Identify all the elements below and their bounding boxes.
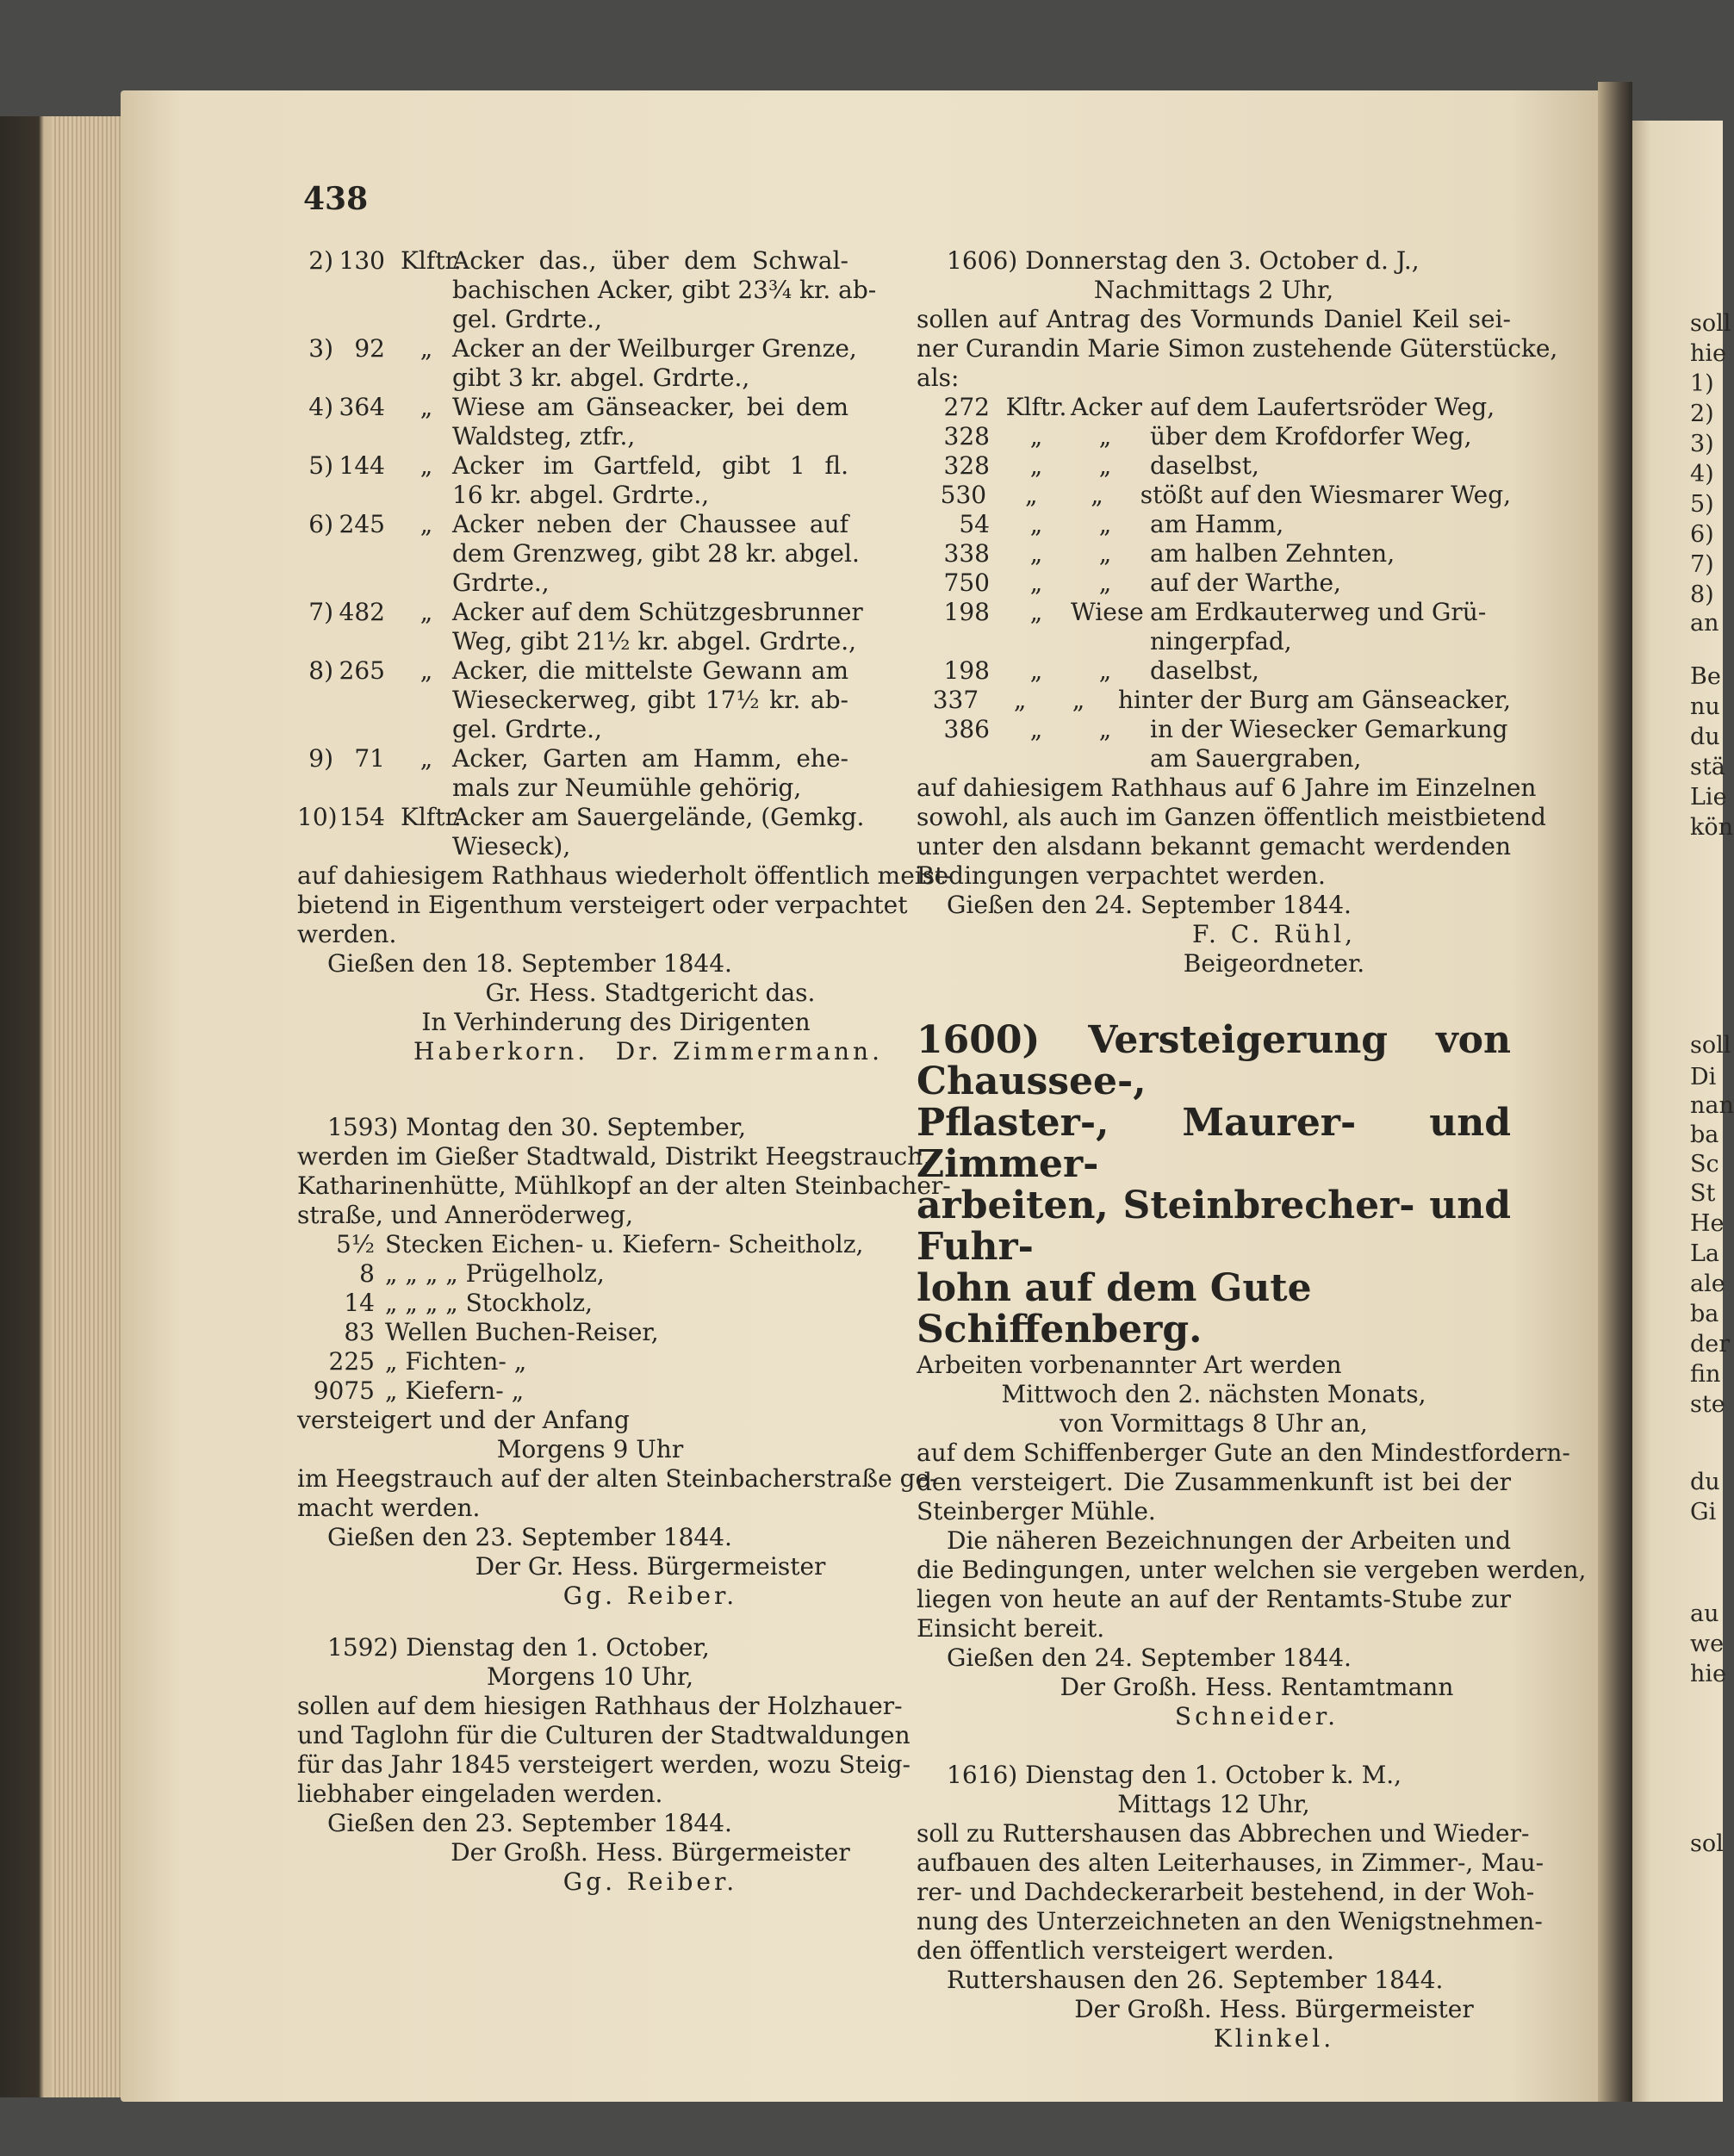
text-line: sollen auf Antrag des Vormunds Daniel Keil sei- [917, 305, 1511, 333]
notice-1616-signature: Der Großh. Hess. Bürgermeister [1074, 1995, 1474, 2023]
text-line: Weg, gibt 21½ kr. abgel. Grdrte., [452, 627, 857, 655]
parcel-size: 245 [339, 510, 385, 538]
next-page-fragment: 3) [1690, 431, 1714, 457]
parcel-description [452, 744, 848, 803]
next-page-fragment: ba [1690, 1301, 1719, 1327]
wood-item [297, 1318, 883, 1347]
text-line: Bedingungen verpachtet werden. [917, 861, 1326, 890]
notice-1600-signature: Der Großh. Hess. Rentamtmann [1060, 1673, 1454, 1701]
parcel-row [917, 686, 1511, 715]
parcel-description [452, 510, 860, 598]
notice-1616-date: Ruttershausen den 26. September 1844. [947, 1966, 1444, 1994]
heading-line: Pflaster-, Maurer- und Zimmer- [917, 1101, 1511, 1186]
text-line: bietend in Eigenthum versteigert oder verpachtet [297, 891, 908, 919]
text-line: Acker an der Weilburger Grenze, [452, 334, 857, 363]
parcel-unit: „ [420, 744, 433, 773]
next-page-fragment: sol [1690, 1830, 1724, 1857]
next-page-fragment: 7) [1690, 551, 1714, 578]
next-page-fragment: ba [1690, 1121, 1719, 1148]
text-line: werden. [297, 920, 397, 948]
parcel-unit: „ [420, 393, 433, 421]
text-line: bachischen Acker, gibt 23¾ kr. ab- [452, 276, 877, 304]
wood-quantity: 225 [328, 1347, 375, 1376]
text-line: auf dem Schiffenberger Gute an den Mindestfordern- [917, 1438, 1570, 1467]
notice-1600-time1: Mittwoch den 2. nächsten Monats, [1001, 1380, 1426, 1408]
parcel-kind: Wiese [1071, 598, 1144, 626]
parcel-location: am halben Zehnten, [1150, 539, 1395, 568]
parcel-unit: „ [1029, 422, 1043, 450]
next-page-fragment: 5) [1690, 491, 1714, 518]
text-line: für das Jahr 1845 versteigert werden, wozu Steig- [297, 1750, 911, 1779]
next-page-fragment: nu [1690, 693, 1720, 720]
notice-1593-signer: Gg. Reiber. [562, 1581, 738, 1610]
notice-1600-time2: von Vormittags 8 Uhr an, [1060, 1409, 1368, 1438]
notice-1616-text [917, 1819, 1544, 1966]
parcel-location: auf dem Laufertsröder Weg, [1150, 393, 1495, 421]
text-line: nung des Unterzeichneten an den Wenigstnehmen- [917, 1907, 1543, 1935]
parcel-row [917, 569, 1511, 598]
wood-description: „ Kiefern- „ [385, 1376, 525, 1405]
wood-quantity: 5½ [336, 1230, 375, 1258]
text-line: straße, und Anneröderweg, [297, 1201, 634, 1229]
notice-1593-date: Gießen den 23. September 1844. [327, 1523, 732, 1551]
notice-1600-paragraph [917, 1526, 1587, 1643]
text-line: soll zu Ruttershausen das Abbrechen und Wieder- [917, 1819, 1530, 1848]
next-page-fragment: 8) [1690, 581, 1714, 608]
next-page-fragment: La [1690, 1240, 1720, 1267]
text-line: mals zur Neumühle gehörig, [452, 774, 802, 802]
parcel-description [452, 393, 848, 451]
text-line: Acker am Sauergelände, (Gemkg. [452, 803, 865, 831]
parcel-no: 9) [308, 744, 333, 773]
parcel-row [917, 744, 1511, 774]
text-line: sowohl, als auch im Ganzen öffentlich meistbietend [917, 803, 1546, 831]
text-line: Die näheren Bezeichnungen der Arbeiten und [947, 1526, 1511, 1555]
notice-1593-rest [297, 1464, 938, 1523]
text-line: dem Grenzweg, gibt 28 kr. abgel. [452, 539, 860, 568]
parcel-size [917, 744, 1002, 774]
parcel-no: 7) [308, 598, 333, 626]
closing-text [297, 861, 953, 949]
notice-1600-heading [917, 1020, 1511, 1351]
next-page-fragment: nan [1690, 1092, 1734, 1119]
heading-line: arbeiten, Steinbrecher- und Fuhr- [917, 1184, 1511, 1269]
parcel-unit: „ [1024, 481, 1038, 509]
parcel-row [917, 451, 1511, 481]
parcel-no: 8) [308, 656, 333, 685]
parcel-description [452, 246, 877, 334]
parcel-description [452, 334, 857, 393]
parcel-row [917, 656, 1511, 686]
wood-quantity: 83 [344, 1318, 375, 1346]
notice-1606-parcels [917, 393, 1511, 774]
parcel-entry [297, 246, 883, 334]
parcel-unit [1002, 744, 1071, 774]
parcel-entry [297, 744, 883, 803]
parcel-unit: „ [420, 510, 433, 538]
parcel-size: 130 [339, 246, 385, 275]
parcel-kind [1071, 627, 1140, 656]
parcel-entry [297, 510, 883, 598]
text-line: Einsicht bereit. [917, 1614, 1105, 1643]
parcel-unit: „ [420, 451, 433, 480]
notice-1606-heading: 1606) Donnerstag den 3. October d. J., [947, 246, 1420, 275]
parcel-row [917, 510, 1511, 539]
notice-1592-date: Gießen den 23. September 1844. [327, 1809, 732, 1837]
next-page-fragment: soll [1690, 1032, 1731, 1059]
text-line: Acker auf dem Schützgesbrunner [452, 598, 863, 626]
text-line: Grdrte., [452, 569, 550, 597]
notice-1592-text [297, 1692, 911, 1809]
parcel-size: 54 [959, 510, 990, 538]
parcel-entry [297, 656, 883, 744]
parcel-size: 198 [943, 598, 990, 626]
next-page-fragment: Be [1690, 663, 1721, 690]
parcel-unit: Klftr. [1005, 393, 1067, 421]
next-page-fragment: du [1690, 1469, 1720, 1495]
text-line: unter den alsdann bekannt gemacht werdenden [917, 832, 1511, 861]
parcel-location: am Hamm, [1150, 510, 1284, 538]
parcel-entry [297, 598, 883, 656]
parcel-unit: Klftr. [401, 246, 462, 275]
next-page-fragment: He [1690, 1210, 1725, 1237]
notice-1593-signature: Der Gr. Hess. Bürgermeister [475, 1552, 826, 1581]
parcel-location: daselbst, [1150, 451, 1259, 480]
notice-1593-text [297, 1142, 951, 1230]
signature-name-2: Dr. Zimmermann. [615, 1037, 883, 1066]
text-line: liebhaber eingeladen werden. [297, 1780, 663, 1808]
next-page-fragment: we [1690, 1631, 1725, 1657]
next-page-fragment: Di [1690, 1064, 1717, 1090]
parcel-row [917, 715, 1511, 744]
parcel-kind: „ [1072, 686, 1085, 714]
parcel-location: am Erdkauterweg und Grü- [1150, 598, 1487, 626]
parcel-kind [1071, 744, 1140, 774]
text-line: den versteigert. Die Zusammenkunft ist bei der [917, 1468, 1511, 1496]
notice-1600-text [917, 1438, 1570, 1526]
parcel-size: 154 [339, 803, 385, 831]
wood-description: „ Fichten- „ [385, 1347, 527, 1376]
signature-court: Gr. Hess. Stadtgericht das. [485, 979, 816, 1007]
parcel-kind: „ [1098, 569, 1112, 597]
parcel-kind: „ [1091, 481, 1103, 509]
heading-line: lohn auf dem Gute Schiffenberg. [917, 1266, 1312, 1351]
next-page-fragment: Sc [1690, 1151, 1719, 1177]
text-line: werden im Gießer Stadtwald, Distrikt Heegstrauch, [297, 1142, 931, 1171]
text-line: gel. Grdrte., [452, 305, 602, 333]
parcel-list [297, 246, 883, 861]
parcel-location: stößt auf den Wiesmarer Weg, [1140, 481, 1512, 509]
next-page-fragment: stä [1690, 754, 1725, 780]
wood-item [297, 1347, 883, 1376]
wood-description: „ „ „ „ Prügelholz, [385, 1259, 605, 1288]
next-page-fragment: 4) [1690, 461, 1714, 488]
next-page-fragment: St [1690, 1180, 1716, 1207]
parcel-kind: „ [1098, 715, 1112, 743]
date-line: Gießen den 18. September 1844. [327, 949, 732, 978]
parcel-description [452, 803, 865, 861]
parcel-kind: „ [1098, 539, 1112, 568]
parcel-size: 530 [940, 481, 987, 509]
parcel-row [917, 422, 1511, 451]
notice-1592-time: Morgens 10 Uhr, [486, 1662, 694, 1691]
notice-1592-signature: Der Großh. Hess. Bürgermeister [451, 1838, 850, 1867]
parcel-entry [297, 803, 883, 861]
text-line: Waldsteg, ztfr., [452, 422, 636, 450]
text-line: als: [917, 363, 960, 392]
next-page-fragment: du [1690, 724, 1720, 750]
wood-item [297, 1230, 883, 1259]
parcel-row [917, 627, 1511, 656]
parcel-kind: „ [1098, 510, 1112, 538]
text-line: sollen auf dem hiesigen Rathhaus der Holzhauer- [297, 1692, 903, 1720]
text-line: rer- und Dachdeckerarbeit bestehend, in der Woh- [917, 1878, 1535, 1906]
text-line: Acker im Gartfeld, gibt 1 fl. [452, 451, 848, 480]
parcel-size: 92 [354, 334, 385, 363]
wood-description: „ „ „ „ Stockholz, [385, 1289, 594, 1317]
parcel-size: 328 [943, 422, 990, 450]
text-line: Steinberger Mühle. [917, 1497, 1156, 1525]
text-line: Katharinenhütte, Mühlkopf an der alten Steinbacher- [297, 1171, 951, 1200]
wood-item [297, 1259, 883, 1289]
parcel-entry [297, 451, 883, 510]
notice-1606-rest [917, 774, 1546, 891]
parcel-kind: Acker [1071, 393, 1142, 421]
parcel-kind: „ [1098, 451, 1112, 480]
notice-1606-signer: F. C. Rühl, [1191, 920, 1357, 948]
parcel-location: am Sauergraben, [1150, 744, 1362, 773]
notice-1593-items [297, 1230, 883, 1406]
signature-name-1: Haberkorn. [413, 1037, 589, 1066]
wood-quantity: 9075 [313, 1376, 375, 1405]
parcel-entry [297, 334, 883, 393]
parcel-location: auf der Warthe, [1150, 569, 1341, 597]
parcel-location: hinter der Burg am Gänseacker, [1117, 686, 1511, 714]
notice-1616-signer: Klinkel. [1213, 2024, 1335, 2053]
parcel-unit: Klftr. [401, 803, 462, 831]
text-line: Acker das., über dem Schwal- [452, 246, 848, 275]
parcel-unit: „ [1029, 598, 1043, 626]
notice-1606-text [917, 305, 1558, 393]
heading-line: 1600) Versteigerung von Chaussee-, [917, 1018, 1511, 1103]
notice-1616-heading: 1616) Dienstag den 1. October k. M., [947, 1761, 1402, 1789]
wood-description: Stecken Eichen- u. Kiefern- Scheitholz, [385, 1230, 864, 1258]
text-line: ner Curandin Marie Simon zustehende Güterstücke, [917, 334, 1558, 363]
parcel-no: 3) [308, 334, 333, 363]
parcel-no: 6) [308, 510, 333, 538]
next-page-fragment: Gi [1690, 1499, 1717, 1525]
signature-names [297, 1037, 883, 1066]
text-line: Acker neben der Chaussee auf [452, 510, 848, 538]
parcel-entry [297, 393, 883, 451]
next-page-fragment: fin [1690, 1361, 1721, 1388]
parcel-location: in der Wiesecker Gemarkung [1150, 715, 1508, 743]
parcel-size [917, 627, 1002, 656]
parcel-row [917, 393, 1511, 422]
next-page-fragment: 1) [1690, 370, 1714, 397]
parcel-no: 10) [297, 803, 338, 831]
parcel-unit: „ [1029, 539, 1043, 568]
parcel-unit: „ [420, 598, 433, 626]
notice-1600-intro: Arbeiten vorbenannter Art werden [917, 1351, 1342, 1379]
text-line: gel. Grdrte., [452, 715, 602, 743]
parcel-size: 338 [943, 539, 990, 568]
parcel-row [917, 598, 1511, 627]
parcel-location: über dem Krofdorfer Weg, [1150, 422, 1472, 450]
parcel-size: 386 [943, 715, 990, 743]
parcel-no: 5) [308, 451, 333, 480]
parcel-unit: „ [1029, 656, 1043, 685]
page-edges [52, 116, 129, 2097]
parcel-unit: „ [1029, 451, 1043, 480]
parcel-size: 328 [943, 451, 990, 480]
parcel-description [452, 451, 848, 510]
text-line: im Heegstrauch auf der alten Steinbacherstraße ge- [297, 1464, 938, 1493]
parcel-unit: „ [420, 656, 433, 685]
text-line: gibt 3 kr. abgel. Grdrte., [452, 363, 750, 392]
notice-1600-date: Gießen den 24. September 1844. [947, 1643, 1352, 1672]
parcel-no: 4) [308, 393, 333, 421]
parcel-description [452, 656, 848, 744]
text-line: aufbauen des alten Leiterhauses, in Zimmer-, Mau- [917, 1848, 1544, 1877]
text-line: Wieseck), [452, 832, 571, 861]
parcel-size: 144 [339, 451, 385, 480]
next-page-fragment: hie [1690, 340, 1727, 367]
notice-1593-after: versteigert und der Anfang [297, 1406, 630, 1434]
notice-1592-signer: Gg. Reiber. [562, 1867, 738, 1896]
notice-1593-heading: 1593) Montag den 30. September, [327, 1113, 747, 1141]
page-number: 438 [303, 181, 369, 217]
text-line: auf dahiesigem Rathhaus wiederholt öffentlich meist- [297, 861, 953, 890]
next-page-fragment: ale [1690, 1271, 1725, 1297]
parcel-unit [1002, 627, 1071, 656]
next-page-fragment: 6) [1690, 521, 1714, 548]
text-line: und Taglohn für die Culturen der Stadtwaldungen [297, 1721, 911, 1749]
parcel-size: 272 [943, 393, 990, 421]
gutter-shadow [1598, 82, 1632, 2102]
notice-1593-time: Morgens 9 Uhr [496, 1435, 684, 1463]
parcel-location: daselbst, [1150, 656, 1259, 685]
parcel-row [917, 539, 1511, 569]
next-page-fragment: au [1690, 1600, 1719, 1627]
text-line: Acker, die mittelste Gewann am [452, 656, 848, 685]
text-line: die Bedingungen, unter welchen sie vergeben werden, [917, 1556, 1587, 1584]
notice-1600-signer: Schneider. [1174, 1702, 1339, 1730]
parcel-size: 198 [943, 656, 990, 685]
text-line: den öffentlich versteigert werden. [917, 1936, 1334, 1965]
parcel-unit: „ [1029, 715, 1043, 743]
next-page-fragment: hie [1690, 1661, 1727, 1687]
left-column [297, 246, 953, 1897]
parcel-size: 750 [943, 569, 990, 597]
parcel-description [452, 598, 863, 656]
wood-quantity: 8 [359, 1259, 375, 1288]
next-page-fragment: soll [1690, 310, 1731, 337]
signature-note: In Verhinderung des Dirigenten [421, 1008, 811, 1036]
parcel-no: 2) [308, 246, 333, 275]
text-line: Wiese am Gänseacker, bei dem [452, 393, 848, 421]
next-page-fragment: kön [1690, 814, 1734, 841]
next-page-fragment: der [1690, 1331, 1731, 1358]
wood-item [297, 1376, 883, 1406]
text-line: 16 kr. abgel. Grdrte., [452, 481, 710, 509]
parcel-size: 337 [932, 686, 979, 714]
next-page-fragment: ste [1690, 1391, 1725, 1418]
next-page-fragment: an [1690, 610, 1719, 637]
parcel-size: 265 [339, 656, 385, 685]
parcel-unit: „ [420, 334, 433, 363]
parcel-size: 482 [339, 598, 385, 626]
notice-1592-heading: 1592) Dienstag den 1. October, [327, 1633, 710, 1662]
parcel-unit: „ [1029, 510, 1043, 538]
parcel-kind: „ [1098, 422, 1112, 450]
notice-1616-time: Mittags 12 Uhr, [1117, 1790, 1310, 1818]
text-line: macht werden. [297, 1494, 481, 1522]
parcel-row [917, 481, 1511, 510]
parcel-location: ningerpfad, [1150, 627, 1292, 655]
notice-1606-role: Beigeordneter. [1183, 949, 1365, 978]
next-page-fragment: Lie [1690, 784, 1727, 811]
text-line: Acker, Garten am Hamm, ehe- [452, 744, 848, 773]
right-column [917, 246, 1587, 2053]
wood-description: Wellen Buchen-Reiser, [385, 1318, 659, 1346]
text-line: Wieseckerweg, gibt 17½ kr. ab- [452, 686, 848, 714]
parcel-size: 364 [339, 393, 385, 421]
wood-item [297, 1289, 883, 1318]
next-page-fragment: 2) [1690, 401, 1714, 427]
text-line: liegen von heute an auf der Rentamts-Stube zur [917, 1585, 1511, 1613]
parcel-size: 71 [354, 744, 385, 773]
text-line: auf dahiesigem Rathhaus auf 6 Jahre im Einzelnen [917, 774, 1537, 802]
notice-1606-time: Nachmittags 2 Uhr, [1093, 276, 1334, 304]
wood-quantity: 14 [344, 1289, 375, 1317]
parcel-unit: „ [1013, 686, 1027, 714]
notice-1606-date: Gießen den 24. September 1844. [947, 891, 1352, 919]
parcel-unit: „ [1029, 569, 1043, 597]
parcel-kind: „ [1098, 656, 1112, 685]
